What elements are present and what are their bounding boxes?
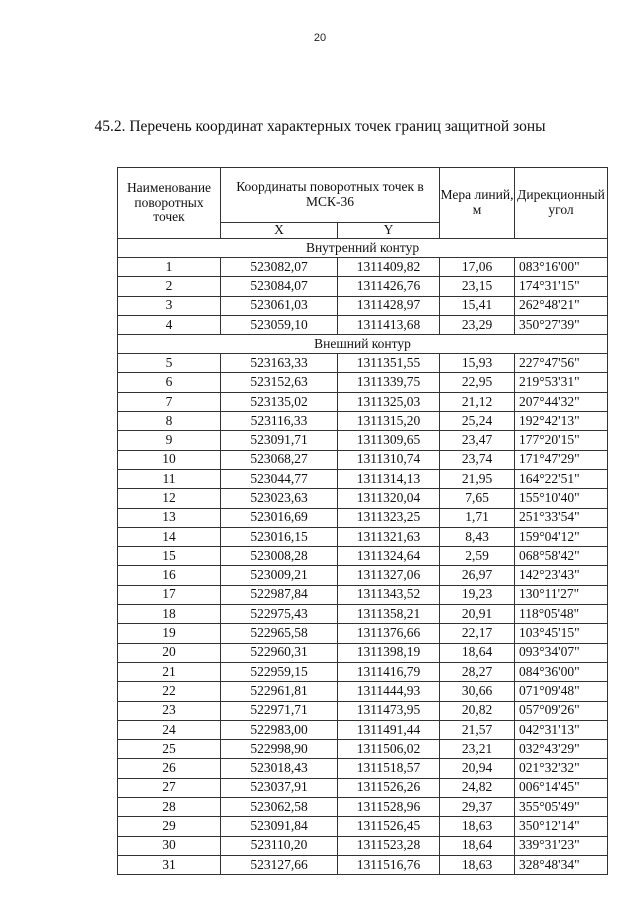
point-number-cell: 2 xyxy=(118,277,221,296)
direction-angle-cell: 068°58'42" xyxy=(515,547,608,566)
direction-angle-cell: 021°32'32" xyxy=(515,759,608,778)
x-coordinate-cell: 523068,27 xyxy=(221,450,338,469)
direction-angle-cell: 339°31'23" xyxy=(515,836,608,855)
x-coordinate-cell: 523016,69 xyxy=(221,508,338,527)
table-row xyxy=(118,412,608,431)
table-row xyxy=(118,373,608,392)
table-row xyxy=(118,527,608,546)
header-x: X xyxy=(221,223,338,239)
x-coordinate-cell: 523091,84 xyxy=(221,817,338,836)
y-coordinate-cell: 1311526,45 xyxy=(338,817,440,836)
point-number-cell: 13 xyxy=(118,508,221,527)
line-length-cell: 26,97 xyxy=(440,566,515,585)
table-row xyxy=(118,296,608,315)
y-coordinate-cell: 1311314,13 xyxy=(338,469,440,488)
x-coordinate-cell: 522983,00 xyxy=(221,720,338,739)
table-row xyxy=(118,585,608,604)
point-number-cell: 19 xyxy=(118,624,221,643)
line-length-cell: 21,95 xyxy=(440,469,515,488)
direction-angle-cell: 350°27'39" xyxy=(515,315,608,334)
y-coordinate-cell: 1311310,74 xyxy=(338,450,440,469)
point-number-cell: 26 xyxy=(118,759,221,778)
table-row xyxy=(118,392,608,411)
table-row xyxy=(118,778,608,797)
point-number-cell: 29 xyxy=(118,817,221,836)
line-length-cell: 23,15 xyxy=(440,277,515,296)
direction-angle-cell: 093°34'07" xyxy=(515,643,608,662)
x-coordinate-cell: 523008,28 xyxy=(221,547,338,566)
line-length-cell: 20,82 xyxy=(440,701,515,720)
table-row xyxy=(118,431,608,450)
y-coordinate-cell: 1311518,57 xyxy=(338,759,440,778)
section-row xyxy=(118,239,608,258)
direction-angle-cell: 251°33'54" xyxy=(515,508,608,527)
line-length-cell: 22,95 xyxy=(440,373,515,392)
direction-angle-cell: 083°16'00" xyxy=(515,258,608,277)
y-coordinate-cell: 1311523,28 xyxy=(338,836,440,855)
table-row xyxy=(118,489,608,508)
line-length-cell: 22,17 xyxy=(440,624,515,643)
y-coordinate-cell: 1311409,82 xyxy=(338,258,440,277)
x-coordinate-cell: 523127,66 xyxy=(221,855,338,874)
direction-angle-cell: 262°48'21" xyxy=(515,296,608,315)
line-length-cell: 24,82 xyxy=(440,778,515,797)
direction-angle-cell: 084°36'00" xyxy=(515,662,608,681)
direction-angle-cell: 103°45'15" xyxy=(515,624,608,643)
x-coordinate-cell: 522971,71 xyxy=(221,701,338,720)
page-number: 20 xyxy=(313,32,327,44)
point-number-cell: 6 xyxy=(118,373,221,392)
direction-angle-cell: 171°47'29" xyxy=(515,450,608,469)
table-row xyxy=(118,682,608,701)
line-length-cell: 20,91 xyxy=(440,605,515,624)
table-row xyxy=(118,258,608,277)
direction-angle-cell: 130°11'27" xyxy=(515,585,608,604)
section-row xyxy=(118,335,608,354)
line-length-cell: 23,29 xyxy=(440,315,515,334)
x-coordinate-cell: 523023,63 xyxy=(221,489,338,508)
line-length-cell: 18,63 xyxy=(440,855,515,874)
y-coordinate-cell: 1311473,95 xyxy=(338,701,440,720)
table-row xyxy=(118,798,608,817)
y-coordinate-cell: 1311444,93 xyxy=(338,682,440,701)
line-length-cell: 19,23 xyxy=(440,585,515,604)
point-number-cell: 4 xyxy=(118,315,221,334)
line-length-cell: 23,21 xyxy=(440,740,515,759)
line-length-cell: 15,93 xyxy=(440,354,515,373)
direction-angle-cell: 057°09'26" xyxy=(515,701,608,720)
line-length-cell: 29,37 xyxy=(440,798,515,817)
point-number-cell: 24 xyxy=(118,720,221,739)
point-number-cell: 22 xyxy=(118,682,221,701)
x-coordinate-cell: 523044,77 xyxy=(221,469,338,488)
x-coordinate-cell: 523018,43 xyxy=(221,759,338,778)
x-coordinate-cell: 522959,15 xyxy=(221,662,338,681)
line-length-cell: 7,65 xyxy=(440,489,515,508)
line-length-cell: 23,74 xyxy=(440,450,515,469)
line-length-cell: 8,43 xyxy=(440,527,515,546)
table-row xyxy=(118,720,608,739)
line-length-cell: 1,71 xyxy=(440,508,515,527)
point-number-cell: 7 xyxy=(118,392,221,411)
y-coordinate-cell: 1311376,66 xyxy=(338,624,440,643)
table-row xyxy=(118,643,608,662)
y-coordinate-cell: 1311398,19 xyxy=(338,643,440,662)
direction-angle-cell: 071°09'48" xyxy=(515,682,608,701)
y-coordinate-cell: 1311413,68 xyxy=(338,315,440,334)
table-row xyxy=(118,740,608,759)
direction-angle-cell: 219°53'31" xyxy=(515,373,608,392)
line-length-cell: 20,94 xyxy=(440,759,515,778)
x-coordinate-cell: 523163,33 xyxy=(221,354,338,373)
table-row xyxy=(118,469,608,488)
x-coordinate-cell: 522998,90 xyxy=(221,740,338,759)
y-coordinate-cell: 1311526,26 xyxy=(338,778,440,797)
x-coordinate-cell: 523152,63 xyxy=(221,373,338,392)
y-coordinate-cell: 1311428,97 xyxy=(338,296,440,315)
line-length-cell: 23,47 xyxy=(440,431,515,450)
point-number-cell: 28 xyxy=(118,798,221,817)
table-row xyxy=(118,855,608,874)
direction-angle-cell: 155°10'40" xyxy=(515,489,608,508)
direction-angle-cell: 174°31'15" xyxy=(515,277,608,296)
coordinates-table xyxy=(117,167,608,875)
direction-angle-cell: 227°47'56" xyxy=(515,354,608,373)
direction-angle-cell: 118°05'48" xyxy=(515,605,608,624)
x-coordinate-cell: 523009,21 xyxy=(221,566,338,585)
point-number-cell: 21 xyxy=(118,662,221,681)
x-coordinate-cell: 523091,71 xyxy=(221,431,338,450)
y-coordinate-cell: 1311321,63 xyxy=(338,527,440,546)
point-number-cell: 9 xyxy=(118,431,221,450)
table-row xyxy=(118,508,608,527)
direction-angle-cell: 207°44'32" xyxy=(515,392,608,411)
line-length-cell: 17,06 xyxy=(440,258,515,277)
line-length-cell: 18,64 xyxy=(440,643,515,662)
y-coordinate-cell: 1311325,03 xyxy=(338,392,440,411)
line-length-cell: 18,63 xyxy=(440,817,515,836)
y-coordinate-cell: 1311339,75 xyxy=(338,373,440,392)
y-coordinate-cell: 1311416,79 xyxy=(338,662,440,681)
table-row xyxy=(118,315,608,334)
x-coordinate-cell: 523059,10 xyxy=(221,315,338,334)
y-coordinate-cell: 1311506,02 xyxy=(338,740,440,759)
table-body xyxy=(118,239,608,875)
direction-angle-cell: 350°12'14" xyxy=(515,817,608,836)
point-number-cell: 1 xyxy=(118,258,221,277)
y-coordinate-cell: 1311323,25 xyxy=(338,508,440,527)
y-coordinate-cell: 1311516,76 xyxy=(338,855,440,874)
x-coordinate-cell: 522975,43 xyxy=(221,605,338,624)
point-number-cell: 20 xyxy=(118,643,221,662)
y-coordinate-cell: 1311315,20 xyxy=(338,412,440,431)
point-number-cell: 15 xyxy=(118,547,221,566)
x-coordinate-cell: 522960,31 xyxy=(221,643,338,662)
table-row xyxy=(118,354,608,373)
line-length-cell: 15,41 xyxy=(440,296,515,315)
x-coordinate-cell: 523110,20 xyxy=(221,836,338,855)
y-coordinate-cell: 1311327,06 xyxy=(338,566,440,585)
y-coordinate-cell: 1311426,76 xyxy=(338,277,440,296)
point-number-cell: 11 xyxy=(118,469,221,488)
x-coordinate-cell: 523135,02 xyxy=(221,392,338,411)
y-coordinate-cell: 1311358,21 xyxy=(338,605,440,624)
table-row xyxy=(118,662,608,681)
section-heading: 45.2. Перечень координат характерных точек границ защитной зоны xyxy=(94,118,546,135)
table-row xyxy=(118,605,608,624)
point-number-cell: 23 xyxy=(118,701,221,720)
line-length-cell: 21,12 xyxy=(440,392,515,411)
point-number-cell: 27 xyxy=(118,778,221,797)
x-coordinate-cell: 523082,07 xyxy=(221,258,338,277)
y-coordinate-cell: 1311343,52 xyxy=(338,585,440,604)
line-length-cell: 18,64 xyxy=(440,836,515,855)
header-direction-angle: Дирекционный угол xyxy=(515,168,608,239)
table-row xyxy=(118,759,608,778)
table-row xyxy=(118,817,608,836)
point-number-cell: 25 xyxy=(118,740,221,759)
table-row xyxy=(118,566,608,585)
point-number-cell: 17 xyxy=(118,585,221,604)
direction-angle-cell: 159°04'12" xyxy=(515,527,608,546)
point-number-cell: 5 xyxy=(118,354,221,373)
direction-angle-cell: 142°23'43" xyxy=(515,566,608,585)
y-coordinate-cell: 1311324,64 xyxy=(338,547,440,566)
y-coordinate-cell: 1311528,96 xyxy=(338,798,440,817)
point-number-cell: 3 xyxy=(118,296,221,315)
direction-angle-cell: 192°42'13" xyxy=(515,412,608,431)
point-number-cell: 10 xyxy=(118,450,221,469)
point-number-cell: 12 xyxy=(118,489,221,508)
point-number-cell: 8 xyxy=(118,412,221,431)
y-coordinate-cell: 1311351,55 xyxy=(338,354,440,373)
table-row xyxy=(118,450,608,469)
table-row xyxy=(118,836,608,855)
x-coordinate-cell: 522965,58 xyxy=(221,624,338,643)
point-number-cell: 31 xyxy=(118,855,221,874)
x-coordinate-cell: 522987,84 xyxy=(221,585,338,604)
direction-angle-cell: 177°20'15" xyxy=(515,431,608,450)
direction-angle-cell: 042°31'13" xyxy=(515,720,608,739)
x-coordinate-cell: 523084,07 xyxy=(221,277,338,296)
direction-angle-cell: 032°43'29" xyxy=(515,740,608,759)
table-row xyxy=(118,624,608,643)
point-number-cell: 30 xyxy=(118,836,221,855)
direction-angle-cell: 006°14'45" xyxy=(515,778,608,797)
point-number-cell: 14 xyxy=(118,527,221,546)
direction-angle-cell: 328°48'34" xyxy=(515,855,608,874)
point-number-cell: 18 xyxy=(118,605,221,624)
point-number-cell: 16 xyxy=(118,566,221,585)
header-y: Y xyxy=(338,223,440,239)
header-line-length: Мера линий, м xyxy=(440,168,515,239)
x-coordinate-cell: 523016,15 xyxy=(221,527,338,546)
y-coordinate-cell: 1311491,44 xyxy=(338,720,440,739)
x-coordinate-cell: 523061,03 xyxy=(221,296,338,315)
x-coordinate-cell: 522961,81 xyxy=(221,682,338,701)
line-length-cell: 28,27 xyxy=(440,662,515,681)
header-point-name: Наименование поворотных точек xyxy=(118,168,221,239)
direction-angle-cell: 164°22'51" xyxy=(515,469,608,488)
section-title: Внутренний контур xyxy=(118,239,608,258)
x-coordinate-cell: 523116,33 xyxy=(221,412,338,431)
y-coordinate-cell: 1311309,65 xyxy=(338,431,440,450)
y-coordinate-cell: 1311320,04 xyxy=(338,489,440,508)
table-row xyxy=(118,701,608,720)
x-coordinate-cell: 523037,91 xyxy=(221,778,338,797)
x-coordinate-cell: 523062,58 xyxy=(221,798,338,817)
direction-angle-cell: 355°05'49" xyxy=(515,798,608,817)
line-length-cell: 30,66 xyxy=(440,682,515,701)
line-length-cell: 2,59 xyxy=(440,547,515,566)
line-length-cell: 25,24 xyxy=(440,412,515,431)
table-row xyxy=(118,277,608,296)
header-coordinates: Координаты поворотных точек в МСК-36 xyxy=(221,168,440,223)
table-row xyxy=(118,547,608,566)
line-length-cell: 21,57 xyxy=(440,720,515,739)
section-title: Внешний контур xyxy=(118,335,608,354)
